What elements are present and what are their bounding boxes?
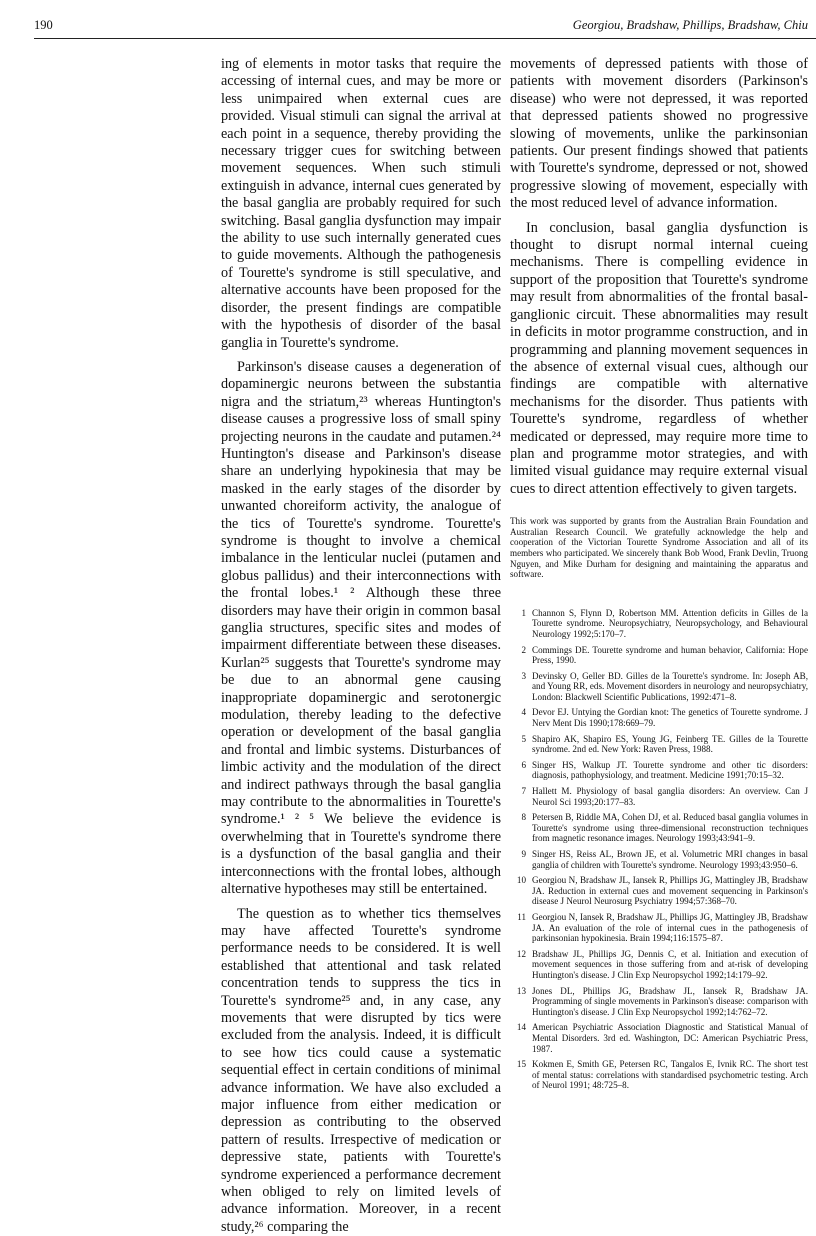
- reference-text: Petersen B, Riddle MA, Cohen DJ, et al. Reduced basal ganglia volumes in Tourette's syndrome using three-dimensional reconstruction techniques from magnetic resonance images. Neurology 1993;43:941–9.: [532, 812, 808, 843]
- reference-item: [510, 1059, 808, 1091]
- reference-text: American Psychiatric Association Diagnostic and Statistical Manual of Mental Disorders. 3rd ed. Washington, DC: American Psychiatric Press, 1987.: [532, 1022, 808, 1053]
- reference-text: Channon S, Flynn D, Robertson MM. Attention deficits in Gilles de la Tourette syndrome. Neuropsychiatry, Neuropsychology, and Behavioural Neurology 1992;5:170–7.: [532, 608, 808, 639]
- reference-number: 5: [510, 734, 526, 745]
- reference-number: 2: [510, 645, 526, 656]
- reference-item: [510, 812, 808, 844]
- reference-item: [510, 608, 808, 640]
- body-paragraph: The question as to whether tics themselves may have affected Tourette's syndrome performance needs to be considered. It is well established that attentional and task related concentration tends to suppress the tics in Tourette's syndrome²⁵ and, in any case, any movements that were disrupted by tics were excluded from the analysis. Indeed, it is difficult to see how tics could cause a systematic sequential effect in certain conditions of minimal advance information. We have also excluded a major influence from either medication or depression as contributing to the observed pattern of results. Irrespective of medication or depressive state, patients with Tourette's syndrome experienced a performance decrement when obliged to rely on limited levels of advance information. Moreover, in a recent study,²⁶ comparing the: [221, 906, 501, 1236]
- reference-list: [510, 608, 808, 1091]
- reference-item: [510, 786, 808, 807]
- body-paragraph: movements of depressed patients with those of patients with movement disorders (Parkinson's disease) who were not depressed, it was reported that depressed patients showed no progressive slowing of movements, unlike the parkinsonian patients. Our present findings showed that patients with Tourette's syndrome, depressed or not, showed progressive slowing of movement, especially with the most reduced level of advance information.: [510, 56, 808, 213]
- reference-number: 13: [510, 986, 526, 997]
- conclusion-paragraph: In conclusion, basal ganglia dysfunction is thought to disrupt normal internal cueing mechanisms. There is compelling evidence in support of the proposition that Tourette's syndrome may result from abnormalities of the frontal basal-ganglionic circuit. These abnormalities may result in deficits in motor programme construction, and in programming and planning movement sequences in the absence of external visual cues, although our findings are compatible with alternative mechanisms for the disorder. Thus patients with Tourette's syndrome, regardless of whether medicated or depressed, may require more time to plan and programme motor strategies, and with limited visual guidance may require external visual cues to direct attention effectively to given targets.: [510, 220, 808, 499]
- reference-item: [510, 986, 808, 1018]
- reference-item: [510, 734, 808, 755]
- reference-number: 14: [510, 1022, 526, 1033]
- reference-item: [510, 875, 808, 907]
- reference-number: 8: [510, 812, 526, 823]
- reference-text: Singer HS, Reiss AL, Brown JE, et al. Volumetric MRI changes in basal ganglia of children with Tourette's syndrome. Neurology 1993;43:950–6.: [532, 849, 808, 870]
- right-column: [510, 56, 808, 1096]
- reference-number: 6: [510, 760, 526, 771]
- reference-item: [510, 849, 808, 870]
- header-rule: [34, 38, 816, 39]
- reference-item: [510, 707, 808, 728]
- reference-number: 12: [510, 949, 526, 960]
- reference-item: [510, 760, 808, 781]
- reference-number: 10: [510, 875, 526, 886]
- reference-text: Devor EJ. Untying the Gordian knot: The genetics of Tourette syndrome. J Nerv Ment Dis 1990;178:669–79.: [532, 707, 808, 728]
- reference-number: 4: [510, 707, 526, 718]
- reference-text: Shapiro AK, Shapiro ES, Young JG, Feinberg TE. Gilles de la Tourette syndrome. 2nd ed. New York: Raven Press, 1988.: [532, 734, 808, 755]
- reference-item: [510, 949, 808, 981]
- page-header: [0, 18, 816, 40]
- reference-text: Jones DL, Phillips JG, Bradshaw JL, Iansek R, Bradshaw JA. Programming of single movements in Parkinson's disease: comparison with Huntington's disease. J Clin Exp Neuropsychol 1992;14:762–72.: [532, 986, 808, 1017]
- page-number: 190: [34, 18, 53, 33]
- left-column: [221, 56, 501, 1236]
- reference-text: Bradshaw JL, Phillips JG, Dennis C, et al. Initiation and execution of movement sequences in those suffering from and at-risk of developing Huntington's disease. J Clin Exp Neuropsychol 1992;14:179–92.: [532, 949, 808, 980]
- reference-item: [510, 912, 808, 944]
- reference-item: [510, 645, 808, 666]
- reference-number: 9: [510, 849, 526, 860]
- reference-text: Georgiou N, Iansek R, Bradshaw JL, Phillips JG, Mattingley JB, Bradshaw JA. An evaluation of the role of internal cues in the pathogenesis of parkinsonian hypokinesia. Brain 1994;116:1575–87.: [532, 912, 808, 943]
- reference-text: Georgiou N, Bradshaw JL, Iansek R, Phillips JG, Mattingley JB, Bradshaw JA. Reduction in external cues and movement sequencing in Parkinson's disease J Neurol Neurosurg Psychiatry 1994;57:368–70.: [532, 875, 808, 906]
- reference-item: [510, 1022, 808, 1054]
- body-paragraph: Parkinson's disease causes a degeneration of dopaminergic neurons between the substantia nigra and the striatum,²³ whereas Huntington's disease causes a progressive loss of small spiny projecting neurons in the caudate and putamen.²⁴ Huntington's disease and Parkinson's disease share an underlying hypokinesia that may be masked in the early stages of the disorder by unwanted choreiform activity, the analogue of the tics of Tourette's syndrome. Tourette's syndrome is thought to involve a chemical imbalance in the lenticular nuclei (putamen and globus pallidus) and their interconnections with the frontal lobes.¹ ² Although these three disorders may have their origin in common basal ganglia structures, specific sites and modes of impairment differentiate between these diseases. Kurlan²⁵ suggests that Tourette's syndrome may be due to an abnormal gene causing inappropriate dopaminergic and serotonergic modulation, thereby leading to the defective operation or development of the basal ganglia and frontal and limbic systems. Disturbances of limbic activity and the modulation of the direct and indirect pathways through the basal ganglia may contribute to the abnormalities in Tourette's syndrome.¹ ² ⁵ We believe the evidence is overwhelming that in Tourette's syndrome there is a dysfunction of the basal ganglia and their interconnections with the frontal lobes, although alternative hypotheses may still be entertained.: [221, 359, 501, 899]
- acknowledgement: This work was supported by grants from the Australian Brain Foundation and Australian Research Council. We gratefully acknowledge the help and cooperation of the Victorian Tourette Syndrome Association and all of its members who participated. We sincerely thank Bob Wood, Frank Devlin, Truong Nguyen, and Mike Durham for designing and maintaining the apparatus and software.: [510, 516, 808, 580]
- reference-text: Singer HS, Walkup JT. Tourette syndrome and other tic disorders: diagnosis, pathophysiology, and treatment. Medicine 1991;70:15–32.: [532, 760, 808, 781]
- reference-text: Kokmen E, Smith GE, Petersen RC, Tangalos E, Ivnik RC. The short test of mental status: correlations with standardised psychometric testing. Arch of Neurol 1991; 48:725–8.: [532, 1059, 808, 1090]
- reference-item: [510, 671, 808, 703]
- running-head: Georgiou, Bradshaw, Phillips, Bradshaw, Chiu: [573, 18, 808, 33]
- reference-number: 3: [510, 671, 526, 682]
- reference-number: 7: [510, 786, 526, 797]
- reference-number: 11: [510, 912, 526, 923]
- reference-text: Hallett M. Physiology of basal ganglia disorders: An overview. Can J Neurol Sci 1993;20:177–83.: [532, 786, 808, 807]
- body-paragraph: ing of elements in motor tasks that require the accessing of internal cues, and may be more or less unimpaired when external cues are provided. Visual stimuli can signal the arrival at each point in a sequence, thereby providing the necessary trigger cues for switching between movement sequences. When such stimuli extinguish in advance, internal cues generated by the basal ganglia are probably required for such switching. Basal ganglia dysfunction may impair the ability to use such internally generated cues to guide movements. Although the pathogenesis of Tourette's syndrome is still speculative, and alternative accounts have been proposed for the disorder, the present findings are compatible with the hypothesis of disorder of the basal ganglia in Tourette's syndrome.: [221, 56, 501, 352]
- reference-number: 15: [510, 1059, 526, 1070]
- reference-number: 1: [510, 608, 526, 619]
- reference-text: Devinsky O, Geller BD. Gilles de la Tourette's syndrome. In: Joseph AB, and Young RR, eds. Movement disorders in neurology and neuropsychiatry, London: Blackwell Scientific Publications, 1992:471–8.: [532, 671, 808, 702]
- reference-text: Commings DE. Tourette syndrome and human behavior, California: Hope Press, 1990.: [532, 645, 808, 666]
